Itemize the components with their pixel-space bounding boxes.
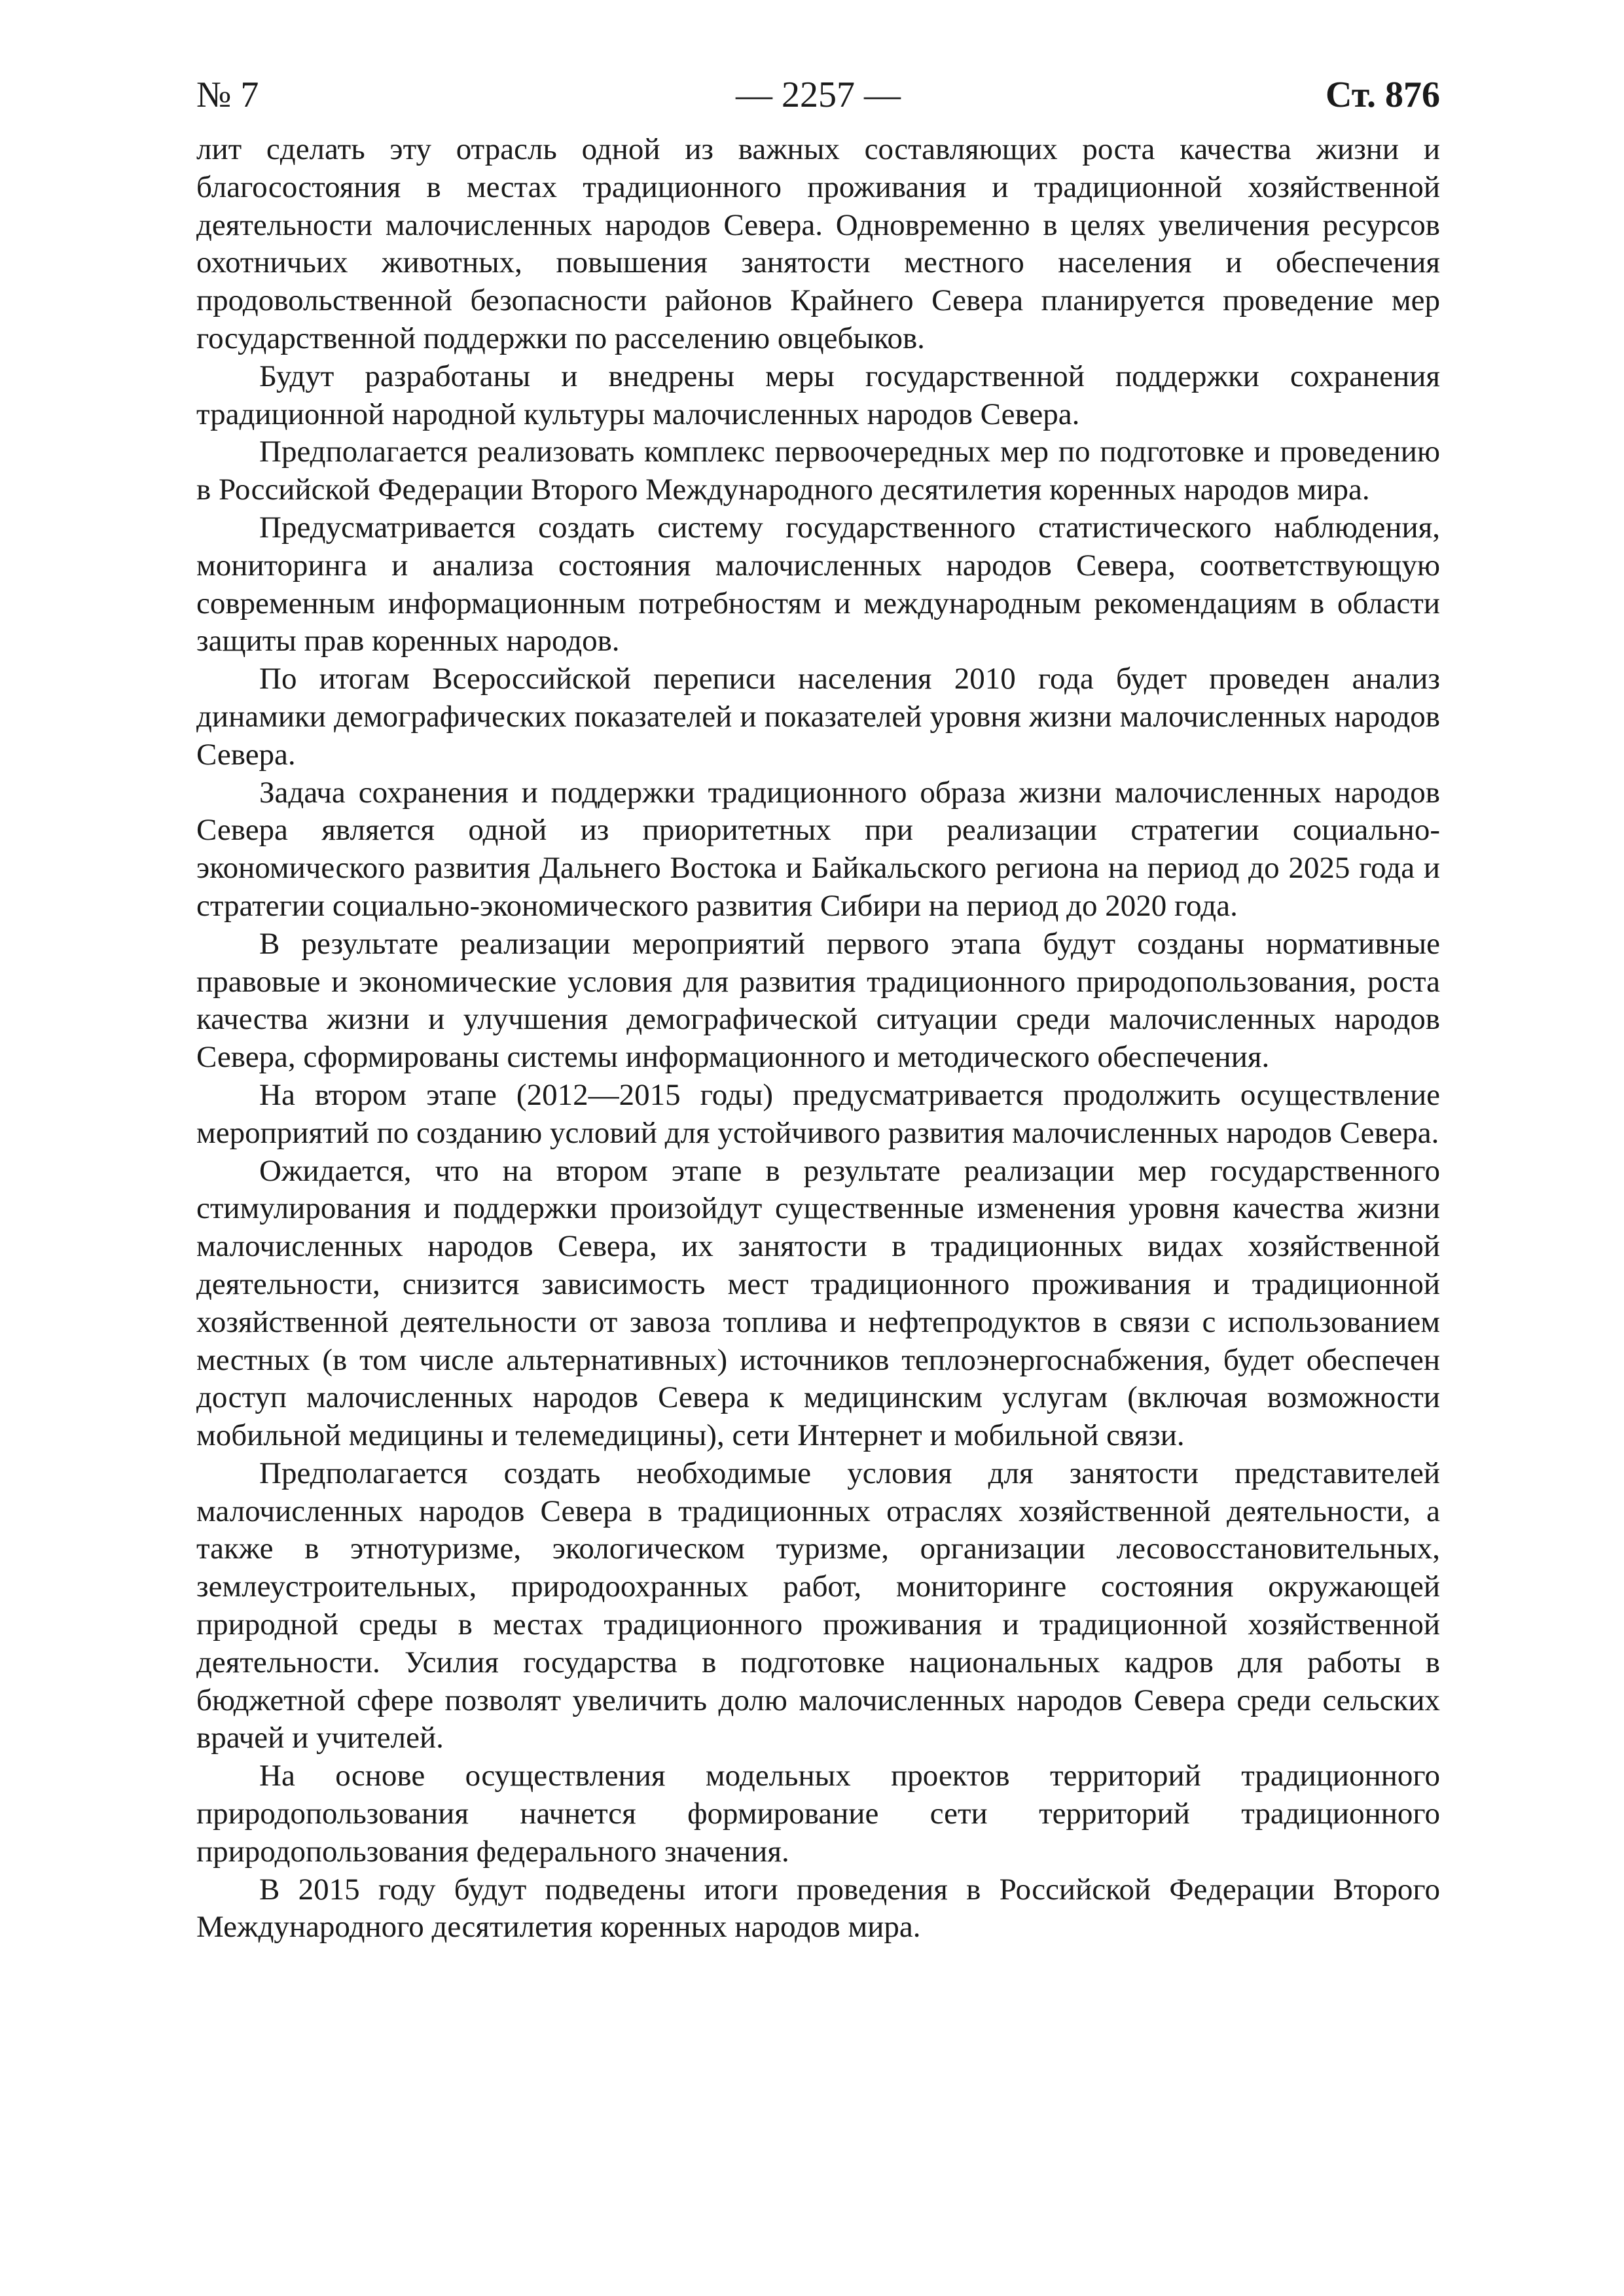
paragraph: На втором этапе (2012—2015 годы) предусматривается продолжить осуществление мероприятий по созданию условий для устойчивого развития малочисленных народов Севера. [196, 1077, 1440, 1150]
paragraph: Предусматривается создать систему государственного статистического наблюдения, мониторинга и анализа состояния малочисленных народов Севера, соответствующую современным информационным потребностям и международным рекомендациям в области защиты прав коренных народов. [196, 510, 1440, 658]
page-number: — 2257 — [736, 75, 901, 115]
issue-number: № 7 [196, 75, 259, 115]
paragraph-continued: лит сделать эту отрасль одной из важных составляющих роста качества жизни и благосостояния в местах традиционного проживания и традиционной хозяйственной деятельности малочисленных народов Севера. Одновременно в целях увеличения ресурсов охотничьих животных, повышения занятости местного населения и обеспечения продовольственной безопасности районов Крайнего Севера планируется проведение мер государственной поддержки по расселению овцебыков. [196, 132, 1440, 355]
paragraph: Будут разработаны и внедрены меры государственной поддержки сохранения традиционной народной культуры малочисленных народов Севера. [196, 359, 1440, 431]
paragraph: Задача сохранения и поддержки традиционного образа жизни малочисленных народов Севера является одной из приоритетных при реализации стратегии социально-экономического развития Дальнего Востока и Байкальского региона на период до 2025 года и стратегии социально-экономического развития Сибири на период до 2020 года. [196, 775, 1440, 923]
article-number: Ст. 876 [1326, 75, 1440, 115]
paragraph: По итогам Всероссийской переписи населения 2010 года будет проведен анализ динамики демографических показателей и показателей уровня жизни малочисленных народов Севера. [196, 662, 1440, 772]
document-body [196, 131, 1440, 1946]
paragraph: Предполагается реализовать комплекс первоочередных мер по подготовке и проведению в Российской Федерации Второго Международного десятилетия коренных народов мира. [196, 435, 1440, 507]
page-header [196, 65, 1440, 124]
paragraph: В 2015 году будут подведены итоги проведения в Российской Федерации Второго Международного десятилетия коренных народов мира. [196, 1872, 1440, 1945]
paragraph: В результате реализации мероприятий первого этапа будут созданы нормативные правовые и экономические условия для развития традиционного природопользования, роста качества жизни и улучшения демографической ситуации среди малочисленных народов Севера, сформированы системы информационного и методического обеспечения. [196, 926, 1440, 1075]
paragraph: На основе осуществления модельных проектов территорий традиционного природопользования начнется формирование сети территорий традиционного природопользования федерального значения. [196, 1759, 1440, 1869]
paragraph: Ожидается, что на втором этапе в результате реализации мер государственного стимулирования и поддержки произойдут существенные изменения уровня качества жизни малочисленных народов Севера, их занятости в традиционных видах хозяйственной деятельности, снизится зависимость мест традиционного проживания и традиционной хозяйственной деятельности от завоза топлива и нефтепродуктов в связи с использованием местных (в том числе альтернативных) источников теплоэнергоснабжения, будет обеспечен доступ малочисленных народов Севера к медицинским услугам (включая возможности мобильной медицины и телемедицины), сети Интернет и мобильной связи. [196, 1153, 1440, 1453]
paragraph: Предполагается создать необходимые условия для занятости представителей малочисленных народов Севера в традиционных отраслях хозяйственной деятельности, а также в этнотуризме, экологическом туризме, организации лесовосстановительных, землеустроительных, природоохранных работ, мониторинге состояния окружающей природной среды в местах традиционного проживания и традиционной хозяйственной деятельности. Усилия государства в подготовке национальных кадров для работы в бюджетной сфере позволят увеличить долю малочисленных народов Севера среди сельских врачей и учителей. [196, 1456, 1440, 1755]
